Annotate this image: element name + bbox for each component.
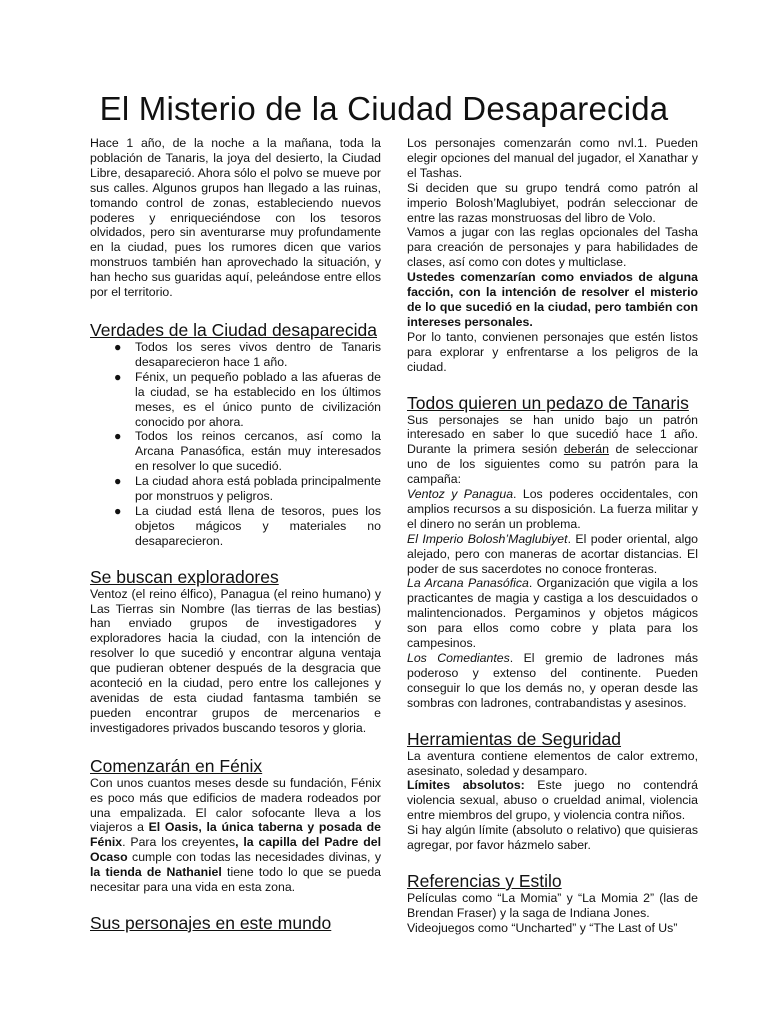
list-item: ● Todos los seres vivos dentro de Tanaris desaparecieron hace 1 año.	[114, 339, 381, 369]
paragraph: Si deciden que su grupo tendrá como patrón al imperio Bolosh’Maglubiyet, podrán seleccionar de entre las razas monstruosas del libro de Volo.	[407, 180, 698, 225]
exploradores-paragraph: Ventoz (el reino élfico), Panagua (el reino humano) y Las Tierras sin Nombre (las tierras de las bestias) han enviado grupos de investigadores y exploradores hacia la ciudad, con la intención de resolver lo que sucedió y encontrar alguna ventaja que pudieran obtener después de la desgracia que aconteció en la ciudad, pero entre los callejones y avenidas de esta ciudad fantasma también se pueden encontrar grupos de mercenarios e investigadores privados buscando tesoros y gloria.	[90, 586, 381, 735]
paragraph: Películas como “La Momia” y “La Momia 2” (las de Brendan Fraser) y la saga de Indiana Jones.	[407, 890, 698, 920]
left-column	[90, 136, 381, 933]
intro-paragraph: Hace 1 año, de la noche a la mañana, toda la población de Tanaris, la joya del desierto, la Ciudad Libre, desapareció. Ahora sólo el polvo se mueve por sus calles. Algunos grupos han llegado a las ruinas, tomando control de zonas, estableciendo nuevos poderes y enriqueciéndose con los tesoros olvidados, pero sin aventurarse muy profundamente en la ciudad, pues los rumores dicen que varios monstruos también han aprovechado la situación, y han hecho sus guaridas aquí, peleándose entre ellos por el territorio.	[90, 136, 381, 300]
paragraph: La aventura contiene elementos de calor extremo, asesinato, soledad y desamparo.	[407, 748, 698, 778]
list-item: ● La ciudad ahora está poblada principalmente por monstruos y peligros.	[114, 474, 381, 504]
list-item: ● La ciudad está llena de tesoros, pues los objetos mágicos y materiales no desaparecieron.	[114, 503, 381, 548]
faction-ventoz: Ventoz y Panagua. Los poderes occidentales, con amplios recursos a su disposición. La fuerza militar y el dinero no serán un problema.	[407, 487, 698, 531]
tanaris-intro: Sus personajes se han unido bajo un patrón interesado en saber lo que sucedió hace 1 año. Durante la primera sesión deberán de seleccionar uno de los siguientes como su patrón para la campaña:	[407, 412, 698, 487]
paragraph: Videojuegos como “Uncharted” y “The Last of Us”	[407, 920, 678, 935]
paragraph: Si hay algún límite (absoluto o relativo) que quisieras agregar, por favor házmelo saber.	[407, 823, 698, 853]
heading-tanaris: Todos quieren un pedazo de Tanaris	[407, 392, 689, 413]
list-item: ● Todos los reinos cercanos, así como la Arcana Panasófica, están muy interesados en resolver lo que sucedió.	[114, 429, 381, 474]
heading-seguridad: Herramientas de Seguridad	[407, 728, 622, 749]
paragraph: Vamos a jugar con las reglas opcionales del Tasha para creación de personajes y para habilidades de clases, así como con dotes y multiclase.	[407, 225, 698, 270]
faction-comediantes: Los Comediantes. El gremio de ladrones más poderoso y extenso del continente. Pueden conseguir lo que los demás no, y operan desde las sombras con ladrones, contrabandistas y asesinos.	[407, 651, 698, 710]
list-item: ● Fénix, un pequeño poblado a las afueras de la ciudad, se ha establecido en los últimos meses, es el único punto de civilización conocido por ahora.	[114, 369, 381, 429]
paragraph: Ustedes comenzarían como enviados de alguna facción, con la intención de resolver el misterio de lo que sucedió en la ciudad, pero también con intereses personales.	[407, 270, 698, 329]
heading-exploradores: Se buscan exploradores	[90, 566, 279, 587]
right-column	[407, 136, 698, 936]
heading-personajes: Sus personajes en este mundo	[90, 912, 332, 933]
verdades-list	[90, 340, 381, 549]
paragraph: Por lo tanto, convienen personajes que estén listos para explorar y enfrentarse a los peligros de la ciudad.	[407, 329, 698, 374]
faction-imperio: El Imperio Bolosh’Maglubiyet. El poder oriental, algo alejado, pero con maneras de acortar distancias. El poder de sus sacerdotes no conoce fronteras.	[407, 531, 698, 576]
faction-arcana: La Arcana Panasófica. Organización que vigila a los practicantes de magia y castiga a los descuidados o malintencionados. Pergaminos y objetos mágicos son para ellos como cobre y plata para los campesinos.	[407, 576, 698, 651]
heading-verdades: Verdades de la Ciudad desaparecida	[90, 319, 378, 340]
paragraph: Los personajes comenzarán como nvl.1. Pueden elegir opciones del manual del jugador, el Xanathar y el Tashas.	[407, 136, 698, 180]
heading-referencias: Referencias y Estilo	[407, 870, 562, 891]
page-title: El Misterio de la Ciudad Desaparecida	[99, 90, 669, 127]
fenix-paragraph: Con unos cuantos meses desde su fundación, Fénix es poco más que edificios de madera rodeados por una empalizada. El calor sofocante lleva a los viajeros a El Oasis, la única taberna y posada de Fénix. Para los creyentes, la capilla del Padre del Ocaso cumple con todas las necesidades divinas, y la tienda de Nathaniel tiene todo lo que se pueda necesitar para una vida en esta zona.	[90, 775, 381, 895]
heading-fenix: Comenzarán en Fénix	[90, 755, 263, 776]
limits-paragraph: Límites absolutos: Este juego no contendrá violencia sexual, abuso o crueldad animal, violencia entre miembros del grupo, y violencia contra niños.	[407, 778, 698, 823]
